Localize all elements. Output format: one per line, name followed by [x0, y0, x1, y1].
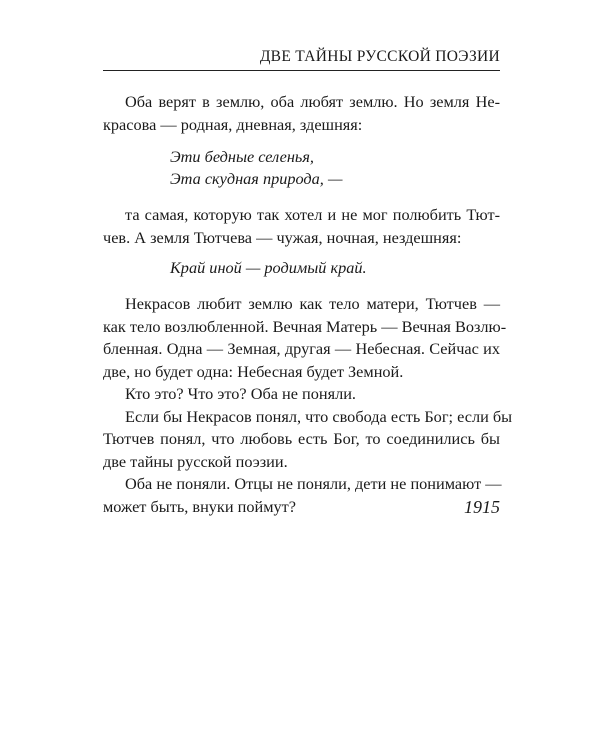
verse-line: Эта скудная природа, —: [170, 169, 343, 188]
paragraph-line: две тайны русской поэзии.: [103, 451, 288, 471]
paragraph-line: Некрасов любит землю как тело матери, Тютчев —: [125, 294, 500, 313]
paragraph-5: [103, 406, 513, 474]
paragraph-line: Оба верят в землю, оба любят землю. Но земля Не-: [125, 92, 500, 111]
paragraph-line: может быть, внуки поймут?: [103, 496, 296, 516]
paragraph-2: [103, 204, 500, 249]
paragraph-1: [103, 91, 500, 136]
paragraph-line: как тело возлюбленной. Вечная Матерь — Вечная Возлю-: [103, 316, 507, 336]
verse-line: Край иной — родимый край.: [170, 258, 367, 277]
paragraph-line: Кто это? Что это? Оба не поняли.: [125, 384, 357, 403]
date-signature: 1915: [464, 497, 500, 517]
paragraph-line: Оба не поняли. Отцы не поняли, дети не понимают —: [125, 474, 502, 493]
verse-quote-2: [170, 257, 367, 279]
paragraph-line: бленная. Одна — Земная, другая — Небесная. Сейчас их: [103, 339, 500, 358]
verse-line: Эти бедные селенья,: [170, 147, 314, 166]
paragraph-line: та самая, которую так хотел и не мог полюбить Тют-: [125, 205, 500, 224]
header-rule: [103, 70, 500, 71]
verse-quote-1: [170, 146, 342, 190]
paragraph-line: Тютчев понял, что любовь есть Бог, то соединились бы: [103, 429, 500, 448]
running-header: ДВЕ ТАЙНЫ РУССКОЙ ПОЭЗИИ: [259, 48, 500, 65]
paragraph-3: [103, 293, 507, 383]
paragraph-line: чев. А земля Тютчева — чужая, ночная, нездешняя:: [103, 227, 462, 247]
paragraph-line: две, но будет одна: Небесная будет Земной.: [103, 361, 404, 381]
paragraph-line: красова — родная, дневная, здешняя:: [103, 114, 363, 134]
paragraph-line: Если бы Некрасов понял, что свобода есть Бог; если бы: [125, 406, 513, 426]
paragraph-4: [103, 383, 500, 406]
paragraph-6: [103, 473, 500, 518]
